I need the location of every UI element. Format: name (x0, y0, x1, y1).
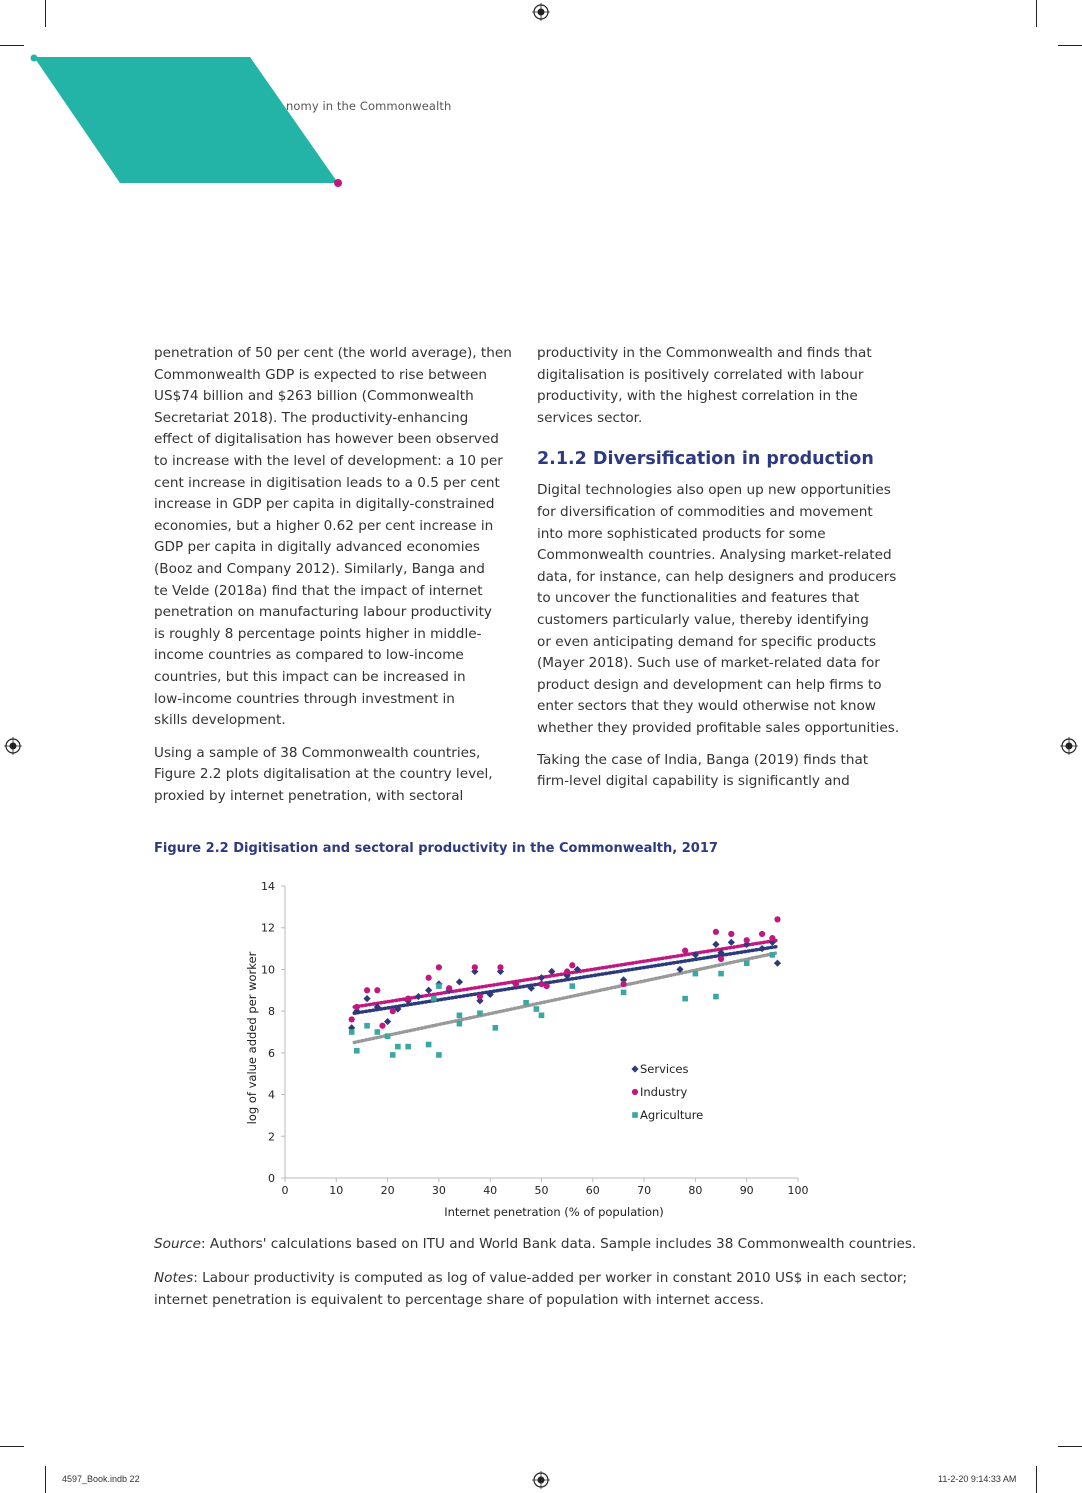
text-line: Figure 2.2 plots digitalisation at the country level, (154, 766, 493, 783)
text-line: effect of digitalisation has however been observed (154, 431, 499, 448)
registration-mark-icon (1060, 737, 1078, 755)
point-agriculture (770, 952, 776, 958)
x-tick-label: 20 (380, 1184, 395, 1197)
text-line: increase in GDP per capita in digitally-constrained (154, 496, 495, 513)
point-industry (477, 993, 483, 999)
paragraph (537, 480, 902, 739)
legend-label: Industry (640, 1085, 688, 1099)
point-agriculture (621, 990, 627, 996)
point-industry (713, 929, 719, 935)
point-industry (426, 975, 432, 981)
point-industry (390, 1008, 396, 1014)
text-line: for diversification of commodities and movement (537, 503, 873, 520)
point-services (758, 945, 765, 952)
point-industry (354, 1004, 360, 1010)
point-industry (497, 964, 503, 970)
point-agriculture (457, 1013, 463, 1019)
text-line: income countries as compared to low-income (154, 647, 464, 664)
point-services (712, 941, 719, 948)
point-industry (569, 962, 575, 968)
text-line: GDP per capita in digitally advanced economies (154, 539, 481, 556)
text-line: Taking the case of India, Banga (2019) finds that (537, 751, 869, 768)
point-agriculture (713, 994, 719, 1000)
text-line: penetration on manufacturing labour productivity (154, 604, 492, 621)
y-tick-label: 0 (268, 1172, 275, 1185)
point-industry (405, 996, 411, 1002)
point-industry (379, 1023, 385, 1029)
point-agriculture (390, 1052, 396, 1058)
text-line: is roughly 8 percentage points higher in middle- (154, 625, 482, 642)
crop-mark (1058, 1446, 1082, 1447)
chart-axes (261, 880, 809, 1197)
point-agriculture (436, 983, 442, 989)
text-line: productivity in the Commonwealth and finds that (537, 345, 872, 361)
point-industry (472, 964, 478, 970)
text-line: proxied by internet penetration, with sectoral (154, 787, 464, 804)
y-tick-label: 2 (268, 1130, 275, 1144)
point-industry (374, 987, 380, 993)
point-agriculture (693, 971, 699, 977)
point-industry (620, 981, 626, 987)
point-industry (349, 1016, 355, 1022)
text-line: Commonwealth countries. Analysing market-related (537, 547, 892, 564)
point-industry (446, 985, 452, 991)
x-tick-label: 90 (739, 1184, 754, 1197)
point-industry (436, 964, 442, 970)
y-tick-label: 4 (268, 1088, 275, 1102)
text-line: firm-level digital capability is significantly and (537, 773, 850, 790)
point-agriculture (354, 1048, 360, 1054)
point-agriculture (539, 1013, 545, 1019)
point-agriculture (364, 1023, 370, 1029)
point-industry (769, 935, 775, 941)
notes-text: : Labour productivity is computed as log of value-added per worker in constant 2010 US$ in each sector; (193, 1270, 908, 1286)
y-tick-label: 12 (261, 921, 275, 935)
point-industry (513, 981, 519, 987)
point-services (456, 978, 463, 985)
x-tick-label: 0 (281, 1184, 289, 1197)
text-line: into more sophisticated products for some (537, 525, 826, 542)
x-tick-label: 100 (787, 1184, 809, 1197)
footer-timestamp: 11-2-20 9:14:33 AM (938, 1474, 1017, 1484)
header-decoration (28, 52, 348, 192)
scatter-chart (240, 872, 820, 1224)
point-industry (774, 916, 780, 922)
text-line: US$74 billion and $263 billion (Commonwealth (154, 388, 474, 405)
footer-file-info: 4597_Book.indb 22 (62, 1474, 140, 1484)
paragraph (154, 343, 514, 732)
text-line: penetration of 50 per cent (the world average), then (154, 345, 512, 361)
point-agriculture (405, 1044, 411, 1050)
text-line: services sector. (537, 409, 643, 426)
running-title: nomy in the Commonwealth (286, 99, 452, 113)
x-tick-label: 60 (585, 1184, 600, 1197)
legend-marker-industry (632, 1089, 638, 1095)
text-line: low-income countries through investment in (154, 690, 455, 707)
y-tick-label: 6 (268, 1046, 275, 1060)
x-tick-label: 50 (534, 1184, 549, 1197)
point-industry (744, 937, 750, 943)
paragraph (537, 750, 902, 793)
point-agriculture (477, 1010, 483, 1016)
registration-mark-icon (532, 1471, 550, 1489)
text-line: Digital technologies also open up new opportunities (537, 482, 891, 499)
point-services (363, 995, 370, 1002)
point-services (425, 987, 432, 994)
text-line: to uncover the functionalities and features that (537, 590, 860, 607)
text-line: (Mayer 2018). Such use of market-related data for (537, 655, 880, 672)
point-agriculture (349, 1029, 355, 1035)
text-line: Secretariat 2018). The productivity-enhancing (154, 409, 469, 426)
text-line: product design and development can help firms to (537, 676, 882, 693)
legend-marker-agriculture (632, 1112, 638, 1118)
text-line: data, for instance, can help designers and producers (537, 568, 897, 585)
paragraph (154, 743, 514, 808)
point-industry (728, 931, 734, 937)
figure-notes (154, 1268, 907, 1290)
text-line: (Booz and Company 2012). Similarly, Banga and (154, 560, 485, 577)
point-agriculture (431, 996, 437, 1002)
y-axis-label: log of value added per worker (245, 951, 259, 1125)
point-agriculture (682, 996, 688, 1002)
point-agriculture (385, 1033, 391, 1039)
x-tick-label: 40 (483, 1184, 498, 1197)
legend-label: Services (640, 1062, 689, 1076)
source-text: : Authors' calculations based on ITU and World Bank data. Sample includes 38 Commonwealth countries. (201, 1236, 917, 1252)
chart-points (348, 916, 781, 1057)
crop-mark (0, 1446, 24, 1447)
registration-mark-icon (532, 3, 550, 21)
x-tick-label: 80 (688, 1184, 703, 1197)
text-line: or even anticipating demand for specific products (537, 633, 877, 650)
point-agriculture (493, 1025, 499, 1031)
text-line: te Velde (2018a) find that the impact of internet (154, 582, 483, 599)
figure-notes-continued: internet penetration is equivalent to percentage share of population with internet access. (154, 1292, 765, 1308)
point-agriculture (457, 1021, 463, 1027)
point-agriculture (569, 983, 575, 989)
point-services (774, 960, 781, 967)
point-agriculture (436, 1052, 442, 1058)
text-line: customers particularly value, thereby identifying (537, 611, 869, 628)
crop-mark (1036, 1466, 1037, 1493)
legend-marker-services (631, 1065, 638, 1072)
point-agriculture (718, 971, 724, 977)
legend-label: Agriculture (640, 1108, 704, 1122)
point-agriculture (534, 1006, 540, 1012)
crop-mark (1036, 0, 1037, 27)
chart-legend (631, 1062, 703, 1122)
trendline-services (354, 946, 777, 1013)
figure-source (154, 1234, 916, 1256)
x-tick-label: 30 (431, 1184, 446, 1197)
text-line: to increase with the level of development: a 10 per (154, 452, 503, 469)
y-tick-label: 14 (261, 880, 275, 893)
registration-mark-icon (4, 737, 22, 755)
text-line: digitalisation is positively correlated with labour (537, 366, 864, 383)
point-industry (364, 987, 370, 993)
figure-title: Figure 2.2 Digitisation and sectoral productivity in the Commonwealth, 2017 (154, 841, 718, 856)
point-agriculture (375, 1029, 381, 1035)
crop-mark (45, 0, 46, 27)
text-line: productivity, with the highest correlation in the (537, 388, 858, 405)
point-agriculture (426, 1042, 432, 1048)
left-column (154, 343, 514, 807)
text-line: cent increase in digitisation leads to a 0.5 per cent (154, 474, 500, 491)
y-tick-label: 10 (261, 963, 275, 977)
text-line: Using a sample of 38 Commonwealth countries, (154, 744, 481, 761)
y-tick-label: 8 (268, 1005, 275, 1019)
crop-mark (0, 45, 24, 46)
point-industry (544, 983, 550, 989)
text-line: enter sectors that they would otherwise not know (537, 698, 876, 715)
text-line: whether they provided profitable sales opportunities. (537, 719, 900, 736)
point-industry (718, 956, 724, 962)
text-line: economies, but a higher 0.62 per cent increase in (154, 517, 494, 534)
point-industry (682, 948, 688, 954)
point-agriculture (523, 1000, 529, 1006)
point-agriculture (744, 960, 750, 966)
point-services (728, 939, 735, 946)
right-column (537, 343, 902, 793)
chart-trendlines (354, 940, 777, 1042)
point-industry (759, 931, 765, 937)
paragraph (537, 343, 902, 429)
text-line: Commonwealth GDP is expected to rise between (154, 366, 487, 383)
point-services (415, 993, 422, 1000)
x-tick-label: 70 (637, 1184, 652, 1197)
section-heading: 2.1.2 Diversification in production (537, 449, 874, 470)
source-label: Source (154, 1236, 201, 1252)
point-agriculture (395, 1044, 401, 1050)
text-line: skills development. (154, 712, 286, 729)
point-services (538, 974, 545, 981)
text-line: countries, but this impact can be increased in (154, 668, 466, 685)
crop-mark (45, 1466, 46, 1493)
x-axis-label: Internet penetration (% of population) (444, 1205, 664, 1219)
notes-label: Notes (154, 1270, 194, 1286)
crop-mark (1058, 45, 1082, 46)
x-tick-label: 10 (329, 1184, 344, 1197)
point-industry (564, 968, 570, 974)
